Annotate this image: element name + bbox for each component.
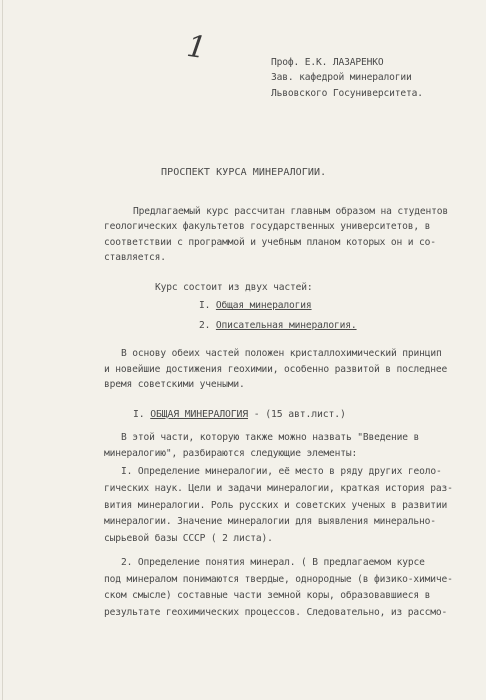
author-position: Зав. кафедрой минералогии <box>271 72 412 83</box>
part-1-number: I. <box>199 300 211 311</box>
intro-line-4: ставляется. <box>104 252 166 263</box>
section-1-intro-line-2: минералогию", разбираются следующие элементы: <box>104 448 358 459</box>
item-1-line-5: сырьевой базы СССР ( 2 листа). <box>104 533 273 544</box>
intro-line-3: соответствии с программой и учебным планом которых он и со- <box>104 237 436 248</box>
item-2-line-3: ском смысле) составные части земной коры, образовавшиеся в <box>104 590 431 601</box>
basis-line-1: В основу обеих частей положен кристаллохимический принцип <box>121 348 442 359</box>
section-1-size: - (15 авт.лист.) <box>253 409 346 420</box>
intro-line-1: Предлагаемый курс рассчитан главным образом на студентов <box>133 206 449 217</box>
item-1-line-3: вития минералогии. Роль русских и советских ученых в развитии <box>104 500 448 511</box>
handwritten-page-number: 1 <box>184 28 209 67</box>
item-2-line-2: под минералом понимаются твердые, однородные (в физико-химиче- <box>104 574 453 585</box>
basis-line-2: и новейшие достижения геохимии, особенно развитой в последнее <box>104 364 448 375</box>
document-title: ПРОСПЕКТ КУРСА МИНЕРАЛОГИИ. <box>161 167 327 178</box>
basis-line-3: время советскими учеными. <box>104 379 245 390</box>
part-2 <box>199 321 357 331</box>
section-1-number: I. <box>133 409 145 420</box>
intro-line-2: геологических факультетов государственных университетов, в <box>104 221 431 232</box>
item-1-line-2: гических наук. Цели и задачи минералогии, краткая история раз- <box>104 483 453 494</box>
page-edge-line <box>2 0 3 700</box>
part-2-label: Описательная минералогия. <box>215 320 357 331</box>
item-1-line-4: минералогии. Значение минералогии для выявления минерально- <box>104 516 436 527</box>
section-1-intro-line-1: В этой части, которую также можно назвать "Введение в <box>121 432 420 443</box>
section-1-heading <box>133 410 346 420</box>
item-2-line-1: 2. Определение понятия минерал. ( В предлагаемом курсе <box>121 557 425 568</box>
author-name: Проф. Е.К. ЛАЗАРЕНКО <box>271 57 384 68</box>
item-1-line-1: I. Определение минералогии, её место в ряду других геоло- <box>121 466 442 477</box>
section-1-title: ОБЩАЯ МИНЕРАЛОГИЯ <box>150 409 248 420</box>
parts-intro: Курс состоит из двух частей: <box>155 282 313 293</box>
part-1 <box>199 301 312 311</box>
author-affiliation: Львовского Госуниверситета. <box>271 88 423 99</box>
item-2-line-4: результате геохимических процессов. Следовательно, из рассмо- <box>104 607 448 618</box>
part-2-number: 2. <box>199 320 211 331</box>
part-1-label: Общая минералогия <box>215 300 312 311</box>
